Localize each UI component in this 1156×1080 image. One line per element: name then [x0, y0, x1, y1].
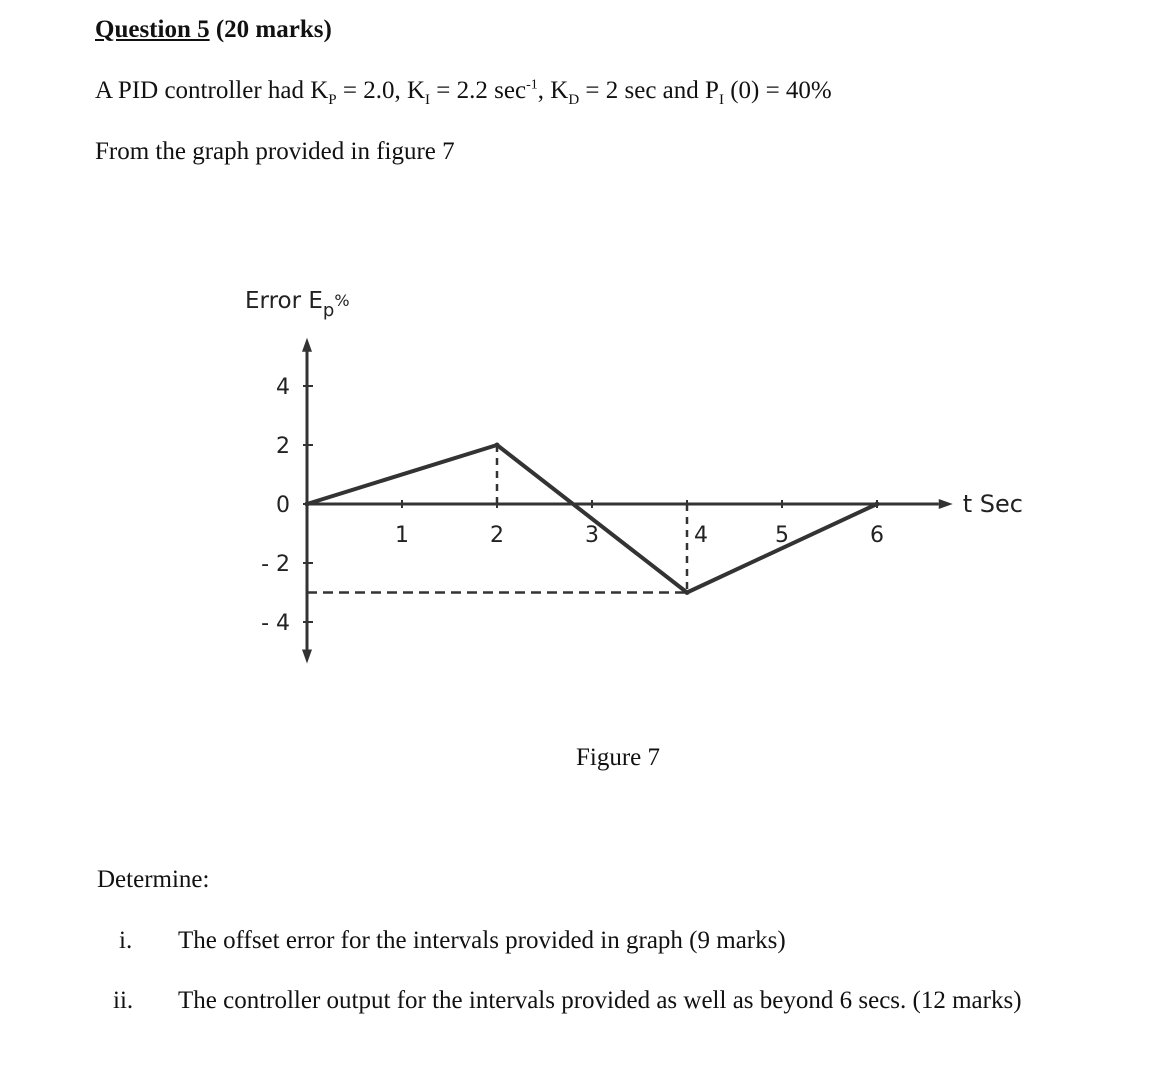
y-tick-label-2: 0 [276, 493, 290, 518]
y-tick-label-3: - 2 [261, 552, 290, 577]
question-marks: (20 marks) [209, 16, 332, 43]
pi-subscript: I [718, 92, 724, 108]
y-tick-label-1: 2 [276, 434, 290, 459]
figure-caption: Figure 7 [576, 744, 661, 771]
ki-superscript: -1 [526, 77, 538, 93]
error-line [307, 445, 877, 593]
x-tick-label-3: 4 [694, 523, 708, 548]
x-tick-label-1: 2 [490, 523, 504, 548]
x-axis-arrow [939, 499, 953, 509]
intro-prefix: A PID controller had K [95, 77, 329, 104]
y-axis-arrow-up [302, 338, 312, 352]
task-2-number: ii. [113, 987, 134, 1014]
x-axis-label: t Sec [962, 490, 1023, 518]
y-axis-label: Error $E_p^{\%}$ [245, 288, 350, 321]
kd-value: = 2 sec and P [579, 77, 719, 104]
task-1-text: The offset error for the intervals provided in graph (9 marks) [178, 927, 786, 954]
kd-prefix: , K [537, 77, 569, 104]
graph-intro: From the graph provided in figure 7 [95, 138, 455, 165]
x-tick-label-5: 6 [870, 523, 884, 548]
y-tick-label-4: - 4 [261, 611, 290, 636]
ki-value: = 2.2 sec [430, 77, 527, 104]
x-tick-label-2: 3 [585, 523, 599, 548]
task-2-text: The controller output for the intervals provided as well as beyond 6 secs. (12 marks) [178, 987, 1022, 1014]
axes [302, 338, 953, 664]
y-tick-label-0: 4 [276, 375, 290, 400]
question-heading [95, 16, 332, 44]
kp-subscript: P [328, 92, 337, 108]
y-axis-arrow-down [302, 650, 312, 664]
question-number: Question 5 [95, 16, 210, 43]
determine-label: Determine: [97, 866, 210, 893]
kd-subscript: D [568, 92, 580, 108]
x-tick-label-4: 5 [775, 523, 789, 548]
task-1-number: i. [119, 927, 133, 954]
pi-value: (0) = 40% [723, 77, 832, 104]
kp-value: = 2.0, K [336, 77, 426, 104]
error-graph [230, 280, 1050, 700]
ki-subscript: I [425, 92, 431, 108]
x-tick-label-0: 1 [395, 523, 409, 548]
pid-parameters [95, 77, 832, 109]
